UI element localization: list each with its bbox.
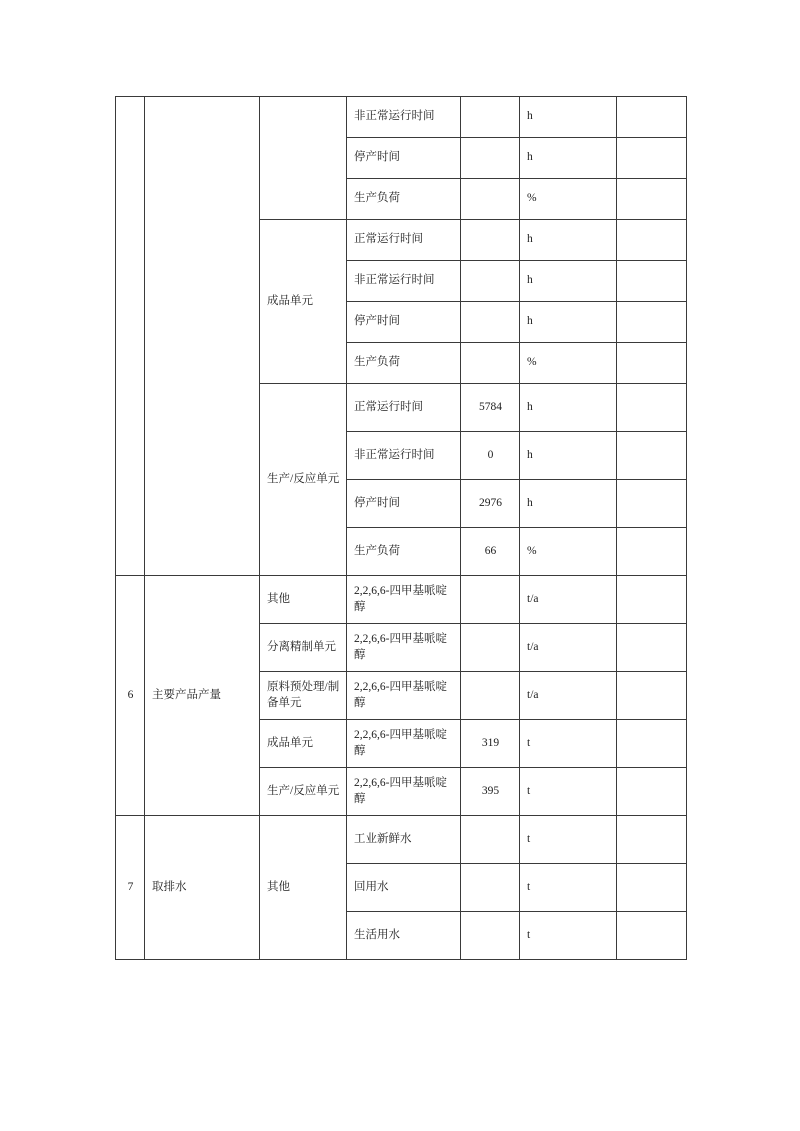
item-name-cell: 2,2,6,6-四甲基哌啶醇 (347, 576, 461, 624)
section-label-cell: 主要产品产量 (145, 576, 260, 816)
item-name-cell: 正常运行时间 (347, 384, 461, 432)
item-note-cell (617, 384, 687, 432)
data-table-container (115, 96, 686, 960)
item-value-cell: 66 (461, 528, 520, 576)
item-unit-cell: h (520, 97, 617, 138)
section-label-cell: 取排水 (145, 816, 260, 960)
unit-label-cell: 分离精制单元 (260, 624, 347, 672)
item-note-cell (617, 768, 687, 816)
item-name-cell: 停产时间 (347, 138, 461, 179)
unit-label-cell: 其他 (260, 816, 347, 960)
unit-label-cell: 原料预处理/制备单元 (260, 672, 347, 720)
monitoring-data-table (115, 96, 687, 960)
item-name-cell: 2,2,6,6-四甲基哌啶醇 (347, 672, 461, 720)
item-value-cell (461, 97, 520, 138)
item-note-cell (617, 672, 687, 720)
item-note-cell (617, 624, 687, 672)
section-index-cell: 7 (116, 816, 145, 960)
section-label-cell (145, 97, 260, 576)
item-value-cell (461, 343, 520, 384)
table-row (116, 97, 687, 138)
item-unit-cell: h (520, 384, 617, 432)
section-index-cell: 6 (116, 576, 145, 816)
item-value-cell (461, 302, 520, 343)
table-row (116, 816, 687, 864)
item-value-cell (461, 672, 520, 720)
unit-label-cell: 生产/反应单元 (260, 384, 347, 576)
item-unit-cell: t (520, 720, 617, 768)
item-value-cell: 0 (461, 432, 520, 480)
item-note-cell (617, 720, 687, 768)
item-name-cell: 生产负荷 (347, 528, 461, 576)
item-name-cell: 非正常运行时间 (347, 97, 461, 138)
item-unit-cell: h (520, 261, 617, 302)
item-name-cell: 停产时间 (347, 302, 461, 343)
unit-label-cell: 生产/反应单元 (260, 768, 347, 816)
item-unit-cell: t/a (520, 624, 617, 672)
unit-label-cell: 成品单元 (260, 220, 347, 384)
item-value-cell (461, 864, 520, 912)
item-name-cell: 2,2,6,6-四甲基哌啶醇 (347, 720, 461, 768)
table-row (116, 576, 687, 624)
item-name-cell: 生产负荷 (347, 179, 461, 220)
unit-label-cell: 成品单元 (260, 720, 347, 768)
item-unit-cell: h (520, 302, 617, 343)
item-name-cell: 生产负荷 (347, 343, 461, 384)
item-note-cell (617, 179, 687, 220)
item-unit-cell: t (520, 816, 617, 864)
item-note-cell (617, 528, 687, 576)
item-value-cell: 395 (461, 768, 520, 816)
item-name-cell: 2,2,6,6-四甲基哌啶醇 (347, 624, 461, 672)
item-note-cell (617, 576, 687, 624)
item-note-cell (617, 432, 687, 480)
item-unit-cell: % (520, 528, 617, 576)
item-name-cell: 正常运行时间 (347, 220, 461, 261)
item-value-cell: 5784 (461, 384, 520, 432)
item-note-cell (617, 302, 687, 343)
item-name-cell: 生活用水 (347, 912, 461, 960)
unit-label-cell (260, 97, 347, 220)
item-unit-cell: t (520, 768, 617, 816)
item-name-cell: 非正常运行时间 (347, 432, 461, 480)
item-value-cell: 319 (461, 720, 520, 768)
item-value-cell: 2976 (461, 480, 520, 528)
item-name-cell: 停产时间 (347, 480, 461, 528)
item-note-cell (617, 343, 687, 384)
item-value-cell (461, 220, 520, 261)
item-unit-cell: t/a (520, 672, 617, 720)
item-name-cell: 工业新鲜水 (347, 816, 461, 864)
item-note-cell (617, 138, 687, 179)
item-note-cell (617, 220, 687, 261)
item-unit-cell: t/a (520, 576, 617, 624)
item-value-cell (461, 912, 520, 960)
item-note-cell (617, 864, 687, 912)
item-unit-cell: % (520, 179, 617, 220)
item-note-cell (617, 816, 687, 864)
item-unit-cell: t (520, 864, 617, 912)
item-value-cell (461, 261, 520, 302)
item-unit-cell: h (520, 220, 617, 261)
item-note-cell (617, 261, 687, 302)
item-value-cell (461, 138, 520, 179)
item-note-cell (617, 97, 687, 138)
item-unit-cell: h (520, 138, 617, 179)
item-name-cell: 回用水 (347, 864, 461, 912)
item-note-cell (617, 480, 687, 528)
unit-label-cell: 其他 (260, 576, 347, 624)
item-value-cell (461, 624, 520, 672)
item-unit-cell: t (520, 912, 617, 960)
item-unit-cell: % (520, 343, 617, 384)
item-name-cell: 非正常运行时间 (347, 261, 461, 302)
item-unit-cell: h (520, 480, 617, 528)
item-value-cell (461, 576, 520, 624)
item-name-cell: 2,2,6,6-四甲基哌啶醇 (347, 768, 461, 816)
item-value-cell (461, 179, 520, 220)
item-note-cell (617, 912, 687, 960)
item-unit-cell: h (520, 432, 617, 480)
item-value-cell (461, 816, 520, 864)
section-index-cell (116, 97, 145, 576)
